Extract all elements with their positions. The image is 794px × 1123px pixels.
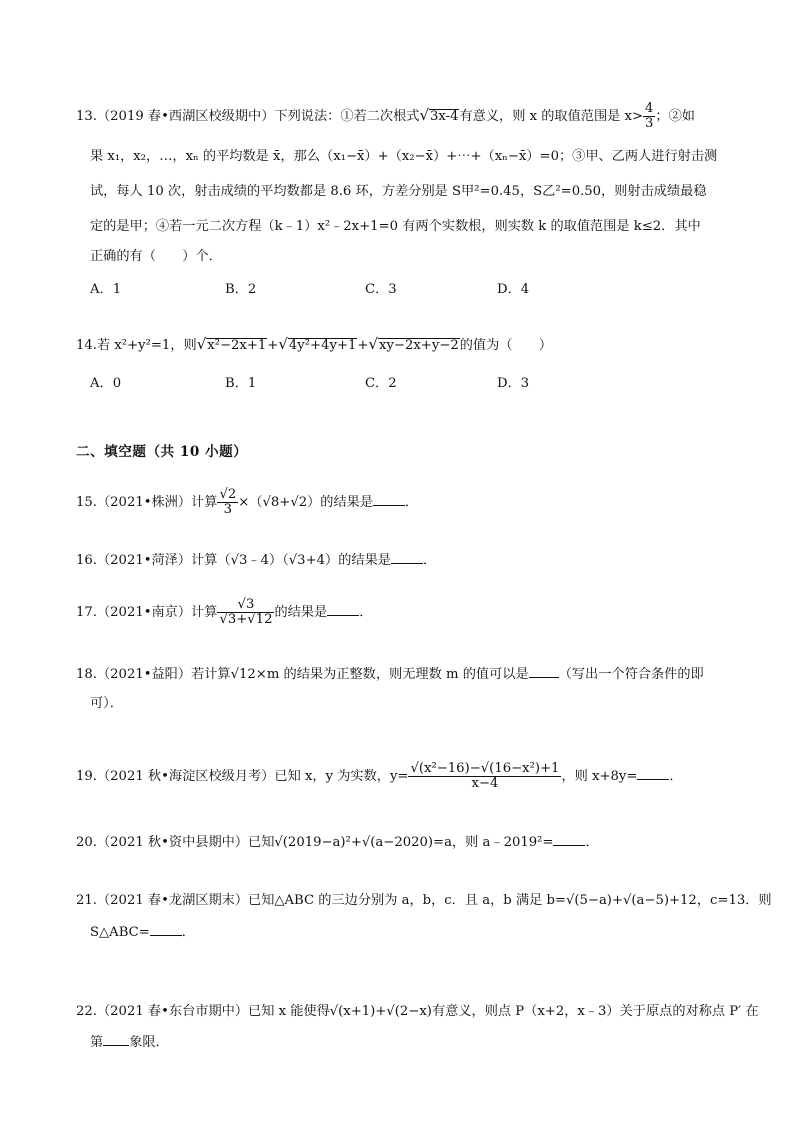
q17-frac-den: √3+√12	[219, 612, 273, 627]
q16-text: 16.（2021•菏泽）计算（√3﹣4）（√3+4）的结果是	[76, 553, 391, 568]
q13-text: 13.（2019 春•西湖区校级期中）下列说法：①若二次根式	[76, 109, 420, 124]
q13-fraction	[643, 102, 655, 131]
q19-answer-blank[interactable]	[637, 767, 669, 780]
q13-frac-num: 4	[645, 101, 654, 116]
q16-answer-blank[interactable]	[391, 551, 423, 564]
q22-text-end: 象限．	[129, 1035, 169, 1050]
q13-options	[90, 278, 690, 300]
q14-option-b[interactable]: B．1	[225, 376, 257, 391]
q15-frac-num: √2	[219, 487, 237, 502]
q14-radicand-1: x²−2x+1	[207, 338, 267, 353]
q18-line1	[76, 664, 722, 686]
q19-line	[76, 762, 722, 791]
q20-text: 20.（2021 秋•资中县期中）已知√(2019−a)²+√(a−2020)=a，则 a﹣2019²=	[76, 835, 554, 850]
q13-line3: 试，每人 10 次，射击成绩的平均数都是 8.6 环，方差分别是 S甲²=0.45，S乙²=0.50，则射击成绩最稳	[90, 184, 707, 199]
q13-text-mid: 有意义，则 x 的取值范围是 x>	[459, 109, 644, 124]
section-title: 二、填空题（共 10 小题）	[76, 444, 248, 460]
q14-option-d[interactable]: D．3	[497, 376, 530, 391]
q19-text-mid: ，则 x+8y=	[561, 769, 638, 784]
q20-text-end: ．	[585, 835, 599, 850]
q19-text: 19.（2021 秋•海淀区校级月考）已知 x，y 为实数，y=	[76, 769, 409, 784]
q15-frac-den: 3	[223, 502, 233, 517]
q16-text-end: ．	[422, 553, 437, 568]
q15-text-end: ．	[405, 495, 419, 510]
q17-line	[76, 598, 722, 627]
q14-options	[90, 372, 690, 394]
q21-line2	[90, 922, 736, 944]
q13-line4: 定的是甲；④若一元二次方程（k﹣1）x²﹣2x+1=0 有两个实数根，则实数 k 的取值范围是 k≤2．其中	[90, 219, 701, 234]
q13-frac-den: 3	[645, 116, 654, 131]
q14-radicand-3: xy−2x+y−2	[379, 338, 459, 353]
q18-line2: 可）．	[90, 696, 123, 711]
q19-text-end: ．	[669, 769, 683, 784]
q22-answer-blank[interactable]	[103, 1033, 129, 1046]
q21-text: S△ABC=	[90, 925, 150, 940]
q18-answer-blank[interactable]	[529, 665, 559, 678]
q13-option-d[interactable]: D．4	[497, 282, 530, 297]
q21-line1: 21.（2021 春•龙湖区期末）已知△ABC 的三边分别为 a，b，c．且 a，b 满足 b=√(5−a)+√(a−5)+12，c=13．则	[76, 893, 772, 908]
q21-answer-blank[interactable]	[150, 923, 182, 936]
q19-frac-num: √(x²−16)−√(16−x²)+1	[410, 761, 560, 776]
q18-text: 18.（2021•益阳）若计算√12×m 的结果为正整数，则无理数 m 的值可以是	[76, 667, 529, 682]
q15-line	[76, 488, 722, 517]
q19-fraction	[408, 762, 561, 791]
q14-text-suffix: 的值为（ ）	[459, 338, 553, 353]
q14-line: 14.若 x²+y²=1，则√x²−2x+1+√4y²+4y+1+√xy−2x+y−2的值为（ ）	[76, 335, 553, 353]
q15-fraction	[217, 488, 238, 517]
q13-text-suffix: ；②如	[655, 109, 695, 124]
q22-line1: 22.（2021 春•东台市期中）已知 x 能使得√(x+1)+√(2−x)有意义，则点 P（x+2，x﹣3）关于原点的对称点 P′ 在	[76, 1004, 759, 1019]
q17-fraction	[217, 598, 274, 627]
q21-text-end: ．	[181, 925, 195, 940]
q13-option-c[interactable]: C．3	[365, 282, 397, 297]
q17-text-end: ．	[359, 605, 373, 620]
q17-text: 17.（2021•南京）计算	[76, 605, 218, 620]
q13-line2: 果 x₁，x₂，…，xₙ 的平均数是 x̄，那么（x₁−x̄）+（x₂−x̄）+⋯+（xₙ−x̄）=0；③甲、乙两人进行射击测	[90, 149, 718, 164]
q16-line	[76, 550, 722, 572]
q15-text-mid: ×（√8+√2）的结果是	[238, 495, 374, 510]
q17-answer-blank[interactable]	[327, 603, 359, 616]
q13-option-b[interactable]: B．2	[225, 282, 257, 297]
q13-radicand: 3x-4	[430, 109, 459, 124]
q17-frac-num: √3	[217, 598, 274, 613]
q22-line2	[90, 1032, 736, 1054]
q15-text: 15.（2021•株洲）计算	[76, 495, 218, 510]
q19-frac-den: x−4	[471, 776, 499, 791]
q20-line	[76, 832, 722, 854]
q22-text: 第	[90, 1035, 104, 1050]
q15-answer-blank[interactable]	[373, 493, 405, 506]
q13-option-a[interactable]: A．1	[90, 282, 122, 297]
q18-text-end: （写出一个符合条件的即	[558, 667, 704, 682]
q14-option-a[interactable]: A．0	[90, 376, 122, 391]
q14-option-c[interactable]: C．2	[365, 376, 397, 391]
q13-line5: 正确的有（ ）个．	[90, 249, 222, 264]
q14-text: 14.若 x²+y²=1，则	[76, 338, 197, 353]
q17-text-mid: 的结果是	[274, 605, 328, 620]
q13-line1: 13.（2019 春•西湖区校级期中）下列说法：①若二次根式√3x-4有意义，则 x 的取值范围是 x> $\frac{4}{3}$ ；②如	[76, 101, 695, 131]
q14-radicand-2: 4y²+4y+1	[288, 338, 357, 353]
q20-answer-blank[interactable]	[553, 833, 585, 846]
